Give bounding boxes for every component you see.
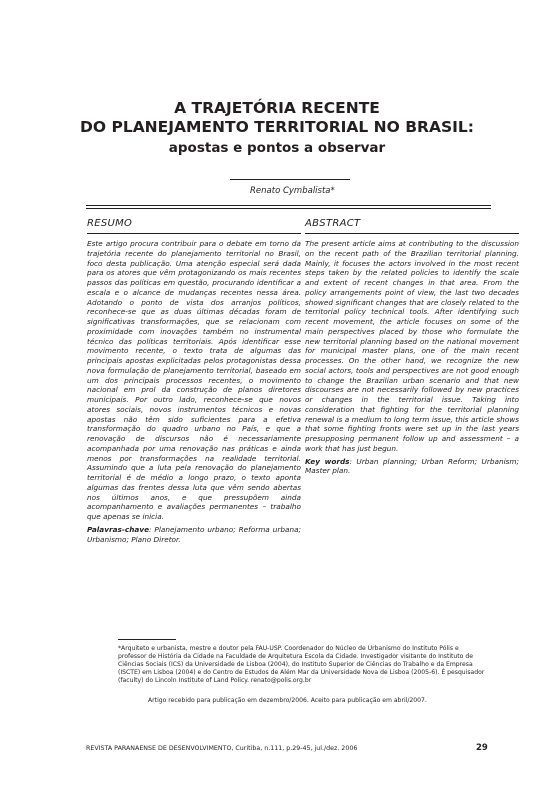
- abstract-keywords: [305, 457, 519, 477]
- resumo-heading: RESUMO: [87, 218, 133, 229]
- resumo-keywords-text: : Planejamento urbano; Reforma urbana; Urbanismo; Plano Diretor.: [87, 524, 301, 544]
- abstract-keywords-label: Key words: [305, 456, 350, 466]
- abstract-keywords-text: : Urban planning; Urban Reform; Urbanism; Master plan.: [305, 456, 519, 476]
- article-title-line-1: A TRAJETÓRIA RECENTE: [174, 99, 380, 117]
- abstract-body: The present article aims at contributing to the discussion on the recent path of the Brazilian territorial planning. Mainly, it focuses the actors involved in the most recent steps taken by the related policies to identify the scale and extent of recent changes in that area. From the policy arrangements point of view, the last two decades showed significant changes that are closely related to the territorial policy technical tools. After identifying such recent movement, the article focuses on some of the main perspectives placed by those who formulate the new territorial planning based on the national movement for municipal master plans, one of the main recent processes. On the other hand, we recognize the new social actors, tools and perspectives are not good enough to change the Brazilian urban scenario and that new discourses are not necessarily followed by new practices or changes in the territorial issue. Taking into consideration that fighting for the territorial planning renewal is a medium to long term issue, this article shows that some fighting fronts were set up in the last years presupposing permanent follow up and assessment – a work that has just begun.: [305, 239, 519, 453]
- resumo-heading-rule: [87, 233, 301, 234]
- title-divider: [230, 179, 350, 180]
- abstract-column: [305, 218, 519, 476]
- resumo-keywords: [87, 525, 301, 545]
- abstract-heading: ABSTRACT: [305, 218, 361, 229]
- received-note: Artigo recebido para publicação em dezembro/2006. Aceito para publicação em abril/2007.: [148, 697, 427, 704]
- article-subtitle: apostas e pontos a observar: [168, 140, 386, 156]
- author-footnote: *Arquiteto e urbanista, mestre e doutor pela FAU-USP. Coordenador do Núcleo de Urbanismo do Instituto Pólis e professor de História da Cidade na Faculdade de Arquitetura Escola da Cidade. Investigador visitante do Instituto de Ciências Sociais (ICS) da Universidade de Lisboa (2004), do Instituto Superior de Ciências do Trabalho e da Empresa (ISCTE) em Lisboa (2004) e do Centro de Estudos de Além Mar da Universidade Nova de Lisboa (2005-6). É pesquisador (faculty) do Lincoln Institute of Land Policy. renato@polis.org.br: [118, 645, 485, 685]
- resumo-body: Este artigo procura contribuir para o debate em torno da trajetória recente do planejamento territorial no Brasil, foco desta publicação. Uma atenção especial será dada para os atores que vêm protagonizando os mais recentes passos das políticas em questão, procurando identificar a escala e o alcance de mudanças recentes nessa área. Adotando o ponto de vista dos arranjos políticos, reconhece-se que as duas últimas décadas foram de significativas transformações, que se relacionam com proximidade com inovações também no instrumental técnico das políticas territoriais. Após identificar esse movimento recente, o texto trata de algumas das principais apostas explicitadas pelos protagonistas dessa nova formulação de planejamento territorial, baseado em um dos principais processos recentes, o movimento nacional em prol da construção de planos diretores municipais. Por outro lado, reconhece-se que novos atores sociais, novos instrumentos técnicos e novas apostas não têm sido suficientes para a efetiva transformação do quadro urbano no País, e que a renovação de discursos não é necessariamente acompanhada por uma renovação nas práticas e ainda menos por transformações na realidade territorial. Assumindo que a luta pela renovação do planejamento territorial é de médio a longo prazo, o texto aponta algumas das frentes dessa luta que vêm sendo abertas nos últimos anos, e que pressupõem ainda acompanhamento e avaliações permanentes – trabalho que apenas se inicia.: [87, 239, 301, 521]
- header-divider-bottom: [86, 208, 491, 209]
- article-title-line-2: DO PLANEJAMENTO TERRITORIAL NO BRASIL:: [80, 118, 474, 136]
- resumo-column: [87, 218, 301, 544]
- resumo-keywords-label: Palavras-chave: [87, 524, 150, 534]
- author-name: Renato Cymbalista*: [250, 186, 335, 196]
- journal-footer: REVISTA PARANAENSE DE DESENVOLVIMENTO, Curitiba, n.111, p.29-45, jul./dez. 2006: [86, 745, 358, 752]
- page-number: 29: [476, 743, 488, 753]
- header-divider-top: [86, 205, 491, 206]
- abstract-heading-rule: [305, 233, 519, 234]
- footnote-divider: [118, 639, 176, 640]
